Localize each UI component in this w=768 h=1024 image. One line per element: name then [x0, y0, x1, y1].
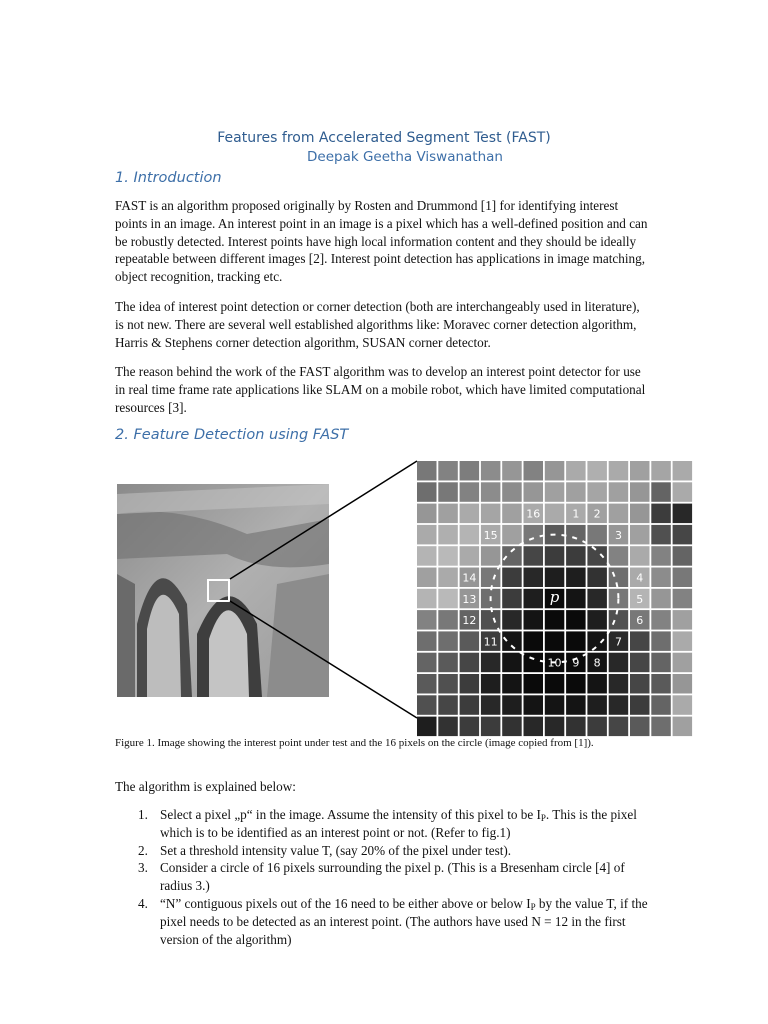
grid-pixel: [460, 695, 480, 715]
grid-pixel: [673, 695, 693, 715]
grid-pixel: [545, 631, 565, 651]
grid-pixel: [417, 631, 437, 651]
grid-pixel: [524, 525, 544, 545]
grid-pixel: [502, 631, 522, 651]
paragraph-3: The reason behind the work of the FAST algorithm was to develop an interest point detector for use in real time frame rate applications like SLAM on a mobile robot, which have limited computational resources [3].: [115, 364, 646, 415]
algorithm-step: [115, 842, 655, 860]
step-text-cont: by the value T, if the pixel needs to be detected as an interest point. (The authors have used N = 12 in the first version of the algorithm): [160, 895, 648, 947]
grid-pixel: [609, 653, 629, 673]
grid-pixel: [438, 631, 458, 651]
grid-pixel: [587, 568, 607, 588]
grid-pixel: [524, 674, 544, 694]
grid-pixel: [673, 589, 693, 609]
grid-pixel: [417, 568, 437, 588]
grid-pixel: [545, 504, 565, 523]
section-heading-introduction: 1. Introduction: [115, 170, 222, 186]
circle-pixel-label: 15: [483, 528, 498, 542]
circle-pixel-label: 8: [593, 656, 601, 670]
grid-pixel: [438, 568, 458, 588]
grid-pixel: [438, 461, 458, 481]
step-number: 2.: [138, 842, 148, 858]
grid-pixel: [630, 674, 650, 694]
grid-pixel: [673, 568, 693, 588]
grid-pixel: [481, 695, 501, 715]
grid-pixel: [502, 653, 522, 673]
grid-pixel: [630, 695, 650, 715]
grid-pixel: [587, 525, 607, 545]
grid-pixel: [417, 717, 437, 737]
grid-pixel: [438, 504, 458, 523]
grid-pixel: [481, 546, 501, 566]
grid-pixel: [417, 482, 437, 502]
grid-pixel: [417, 695, 437, 715]
grid-pixel: [673, 674, 693, 694]
grid-pixel: [502, 525, 522, 545]
circle-pixel-label: 11: [483, 635, 498, 649]
grid-pixel: [673, 546, 693, 566]
grid-pixel: [481, 674, 501, 694]
circle-pixel-label: 14: [462, 571, 477, 585]
grid-pixel: [417, 461, 437, 481]
circle-pixel-label: 7: [615, 635, 622, 649]
algorithm-step: [115, 895, 655, 948]
grid-pixel: [524, 482, 544, 502]
grid-pixel: [651, 674, 671, 694]
grid-pixel: [651, 504, 671, 523]
grid-pixel: [524, 589, 544, 609]
step-number: 1.: [138, 807, 148, 822]
grid-pixel: [566, 568, 586, 588]
grid-pixel: [673, 482, 693, 502]
step-text-cont: . This is the pixel which is to be identified as an interest point or not. (Refer to fig.1): [160, 807, 637, 840]
grid-pixel: [566, 610, 586, 630]
circle-pixel-label: 6: [636, 614, 644, 628]
grid-pixel: [460, 674, 480, 694]
grid-pixel: [630, 482, 650, 502]
grid-pixel: [630, 546, 650, 566]
grid-pixel: [630, 653, 650, 673]
grid-pixel: [673, 610, 693, 630]
grid-pixel: [609, 717, 629, 737]
grid-pixel: [609, 568, 629, 588]
grid-pixel: [609, 482, 629, 502]
grid-pixel: [460, 653, 480, 673]
grid-pixel: [481, 653, 501, 673]
grid-pixel: [651, 525, 671, 545]
grid-pixel: [417, 589, 437, 609]
grid-pixel: [481, 504, 501, 523]
grid-pixel: [460, 631, 480, 651]
circle-pixel-label: 13: [462, 592, 477, 606]
grid-pixel: [673, 504, 693, 523]
grid-pixel: [460, 482, 480, 502]
grid-pixel: [566, 695, 586, 715]
grid-pixel: [651, 546, 671, 566]
grid-pixel: [651, 461, 671, 481]
grid-pixel: [460, 461, 480, 481]
grid-pixel: [438, 674, 458, 694]
grid-pixel: [438, 653, 458, 673]
grid-pixel: [651, 695, 671, 715]
algorithm-intro: The algorithm is explained below:: [115, 779, 296, 794]
grid-pixel: [481, 717, 501, 737]
grid-pixel: [651, 482, 671, 502]
grid-pixel: [587, 610, 607, 630]
grid-pixel: [417, 525, 437, 545]
circle-pixel-label: 2: [593, 507, 601, 521]
grid-pixel: [587, 546, 607, 566]
author: Deepak Geetha Viswanathan: [307, 149, 503, 165]
grid-pixel: [524, 546, 544, 566]
grid-pixel: [417, 504, 437, 523]
grid-pixel: [566, 546, 586, 566]
algorithm-step: [115, 859, 655, 895]
grid-pixel: [524, 631, 544, 651]
grid-pixel: [438, 546, 458, 566]
zoom-line-top: [230, 461, 417, 579]
step-subscript: P: [540, 813, 546, 823]
grid-pixel: [651, 717, 671, 737]
grid-pixel: [673, 631, 693, 651]
algorithm-steps: [115, 806, 655, 948]
grid-pixel: [460, 525, 480, 545]
grid-pixel: [609, 546, 629, 566]
grid-pixel: [545, 568, 565, 588]
grid-pixel: [587, 674, 607, 694]
grid-pixel: [438, 695, 458, 715]
grid-pixel: [651, 568, 671, 588]
grid-pixel: [417, 610, 437, 630]
grid-pixel: [609, 461, 629, 481]
grid-pixel: [566, 631, 586, 651]
grid-pixel: [502, 695, 522, 715]
grid-pixel: [651, 653, 671, 673]
grid-pixel: [502, 568, 522, 588]
circle-pixel-label: 12: [462, 614, 477, 628]
circle-pixel-label: 1: [572, 507, 580, 521]
circle-pixel-label: 3: [615, 528, 622, 542]
grid-pixel: [673, 653, 693, 673]
grid-pixel: [502, 461, 522, 481]
circle-pixel-label: 5: [636, 592, 644, 606]
grid-pixel: [481, 568, 501, 588]
grid-pixel: [673, 461, 693, 481]
step-text: Set a threshold intensity value T, (say 20% of the pixel under test).: [160, 842, 512, 858]
grid-pixel: [587, 695, 607, 715]
grid-pixel: [502, 504, 522, 523]
grid-pixel: [545, 717, 565, 737]
grid-pixel: [502, 717, 522, 737]
grid-pixel: [524, 568, 544, 588]
grid-pixel: [481, 610, 501, 630]
step-text: Select a pixel „p“ in the image. Assume the intensity of this pixel to be I: [160, 807, 541, 822]
grid-pixel: [630, 504, 650, 523]
title: Features from Accelerated Segment Test (FAST): [217, 130, 551, 146]
grid-pixel: [630, 717, 650, 737]
grid-pixel: [417, 546, 437, 566]
grid-pixel: [481, 461, 501, 481]
grid-pixel: [524, 695, 544, 715]
grid-pixel: [545, 546, 565, 566]
paragraph-1: FAST is an algorithm proposed originally by Rosten and Drummond [1] for identifying interest points in an image. An interest point in an image is a pixel which has a well-defined position and can be robustly detected. Interest points have high local information content and they should be ideally repeatable between different images [2]. Interest point detection has applications in image matching, object recognition, tracking etc.: [115, 198, 648, 285]
grid-pixel: [438, 589, 458, 609]
step-number: 4.: [138, 895, 148, 911]
grid-pixel: [502, 482, 522, 502]
grid-pixel: [524, 653, 544, 673]
grid-pixel: [566, 717, 586, 737]
grid-pixel: [545, 695, 565, 715]
grid-pixel: [438, 610, 458, 630]
center-pixel-label: p: [549, 587, 560, 606]
grid-pixel: [587, 717, 607, 737]
step-number: 3.: [138, 860, 148, 876]
grid-pixel: [673, 717, 693, 737]
grid-pixel: [438, 525, 458, 545]
grid-pixel: [460, 717, 480, 737]
grid-pixel: [651, 589, 671, 609]
circle-pixel-label: 16: [526, 507, 541, 521]
grid-pixel: [545, 674, 565, 694]
step-text: “N” contiguous pixels out of the 16 need to be either above or below I: [160, 895, 531, 911]
grid-pixel: [502, 589, 522, 609]
grid-pixel: [566, 589, 586, 609]
circle-pixel-label: 9: [572, 656, 580, 670]
grid-pixel: [545, 461, 565, 481]
figure-caption: Figure 1. Image showing the interest point under test and the 16 pixels on the circle (image copied from [1]).: [115, 737, 594, 749]
grid-pixel: [609, 610, 629, 630]
grid-pixel: [481, 482, 501, 502]
grid-pixel: [587, 482, 607, 502]
grid-pixel: [545, 610, 565, 630]
grid-pixel: [630, 631, 650, 651]
zoom-line-bottom: [230, 601, 417, 718]
paragraph-2: The idea of interest point detection or corner detection (both are interchangeably used in literature), is not new. There are several well established algorithms like: Moravec corner detection algorithm, Harris & Stephens corner detection algorithm, SUSAN corner detector.: [115, 299, 640, 350]
grid-pixel: [460, 504, 480, 523]
circle-pixel-label: 10: [547, 656, 562, 670]
grid-pixel: [651, 610, 671, 630]
grid-pixel: [566, 482, 586, 502]
algorithm-step: [115, 806, 655, 842]
grid-pixel: [566, 674, 586, 694]
grid-pixel: [587, 589, 607, 609]
grid-pixel: [587, 461, 607, 481]
grid-pixel: [502, 546, 522, 566]
grid-pixel: [417, 674, 437, 694]
grid-pixel: [609, 504, 629, 523]
grid-pixel: [524, 461, 544, 481]
grid-pixel: [545, 482, 565, 502]
grid-pixel: [651, 631, 671, 651]
step-text: Consider a circle of 16 pixels surrounding the pixel p. (This is a Bresenham circle [4] of radius 3.): [160, 860, 625, 894]
grid-pixel: [502, 674, 522, 694]
grid-pixel: [609, 695, 629, 715]
grid-pixel: [460, 546, 480, 566]
grid-pixel: [673, 525, 693, 545]
section-heading-feature-detection: 2. Feature Detection using FAST: [115, 427, 349, 443]
grid-pixel: [417, 653, 437, 673]
grid-pixel: [630, 461, 650, 481]
grid-pixel: [630, 525, 650, 545]
grid-pixel: [566, 461, 586, 481]
grid-pixel: [609, 674, 629, 694]
grid-pixel: [502, 610, 522, 630]
grid-pixel: [587, 631, 607, 651]
grid-pixel: [438, 482, 458, 502]
grid-pixel: [524, 717, 544, 737]
grid-pixel: [566, 525, 586, 545]
grid-pixel: [524, 610, 544, 630]
circle-pixel-label: 4: [636, 571, 644, 585]
step-subscript: P: [530, 901, 536, 912]
grid-pixel: [438, 717, 458, 737]
